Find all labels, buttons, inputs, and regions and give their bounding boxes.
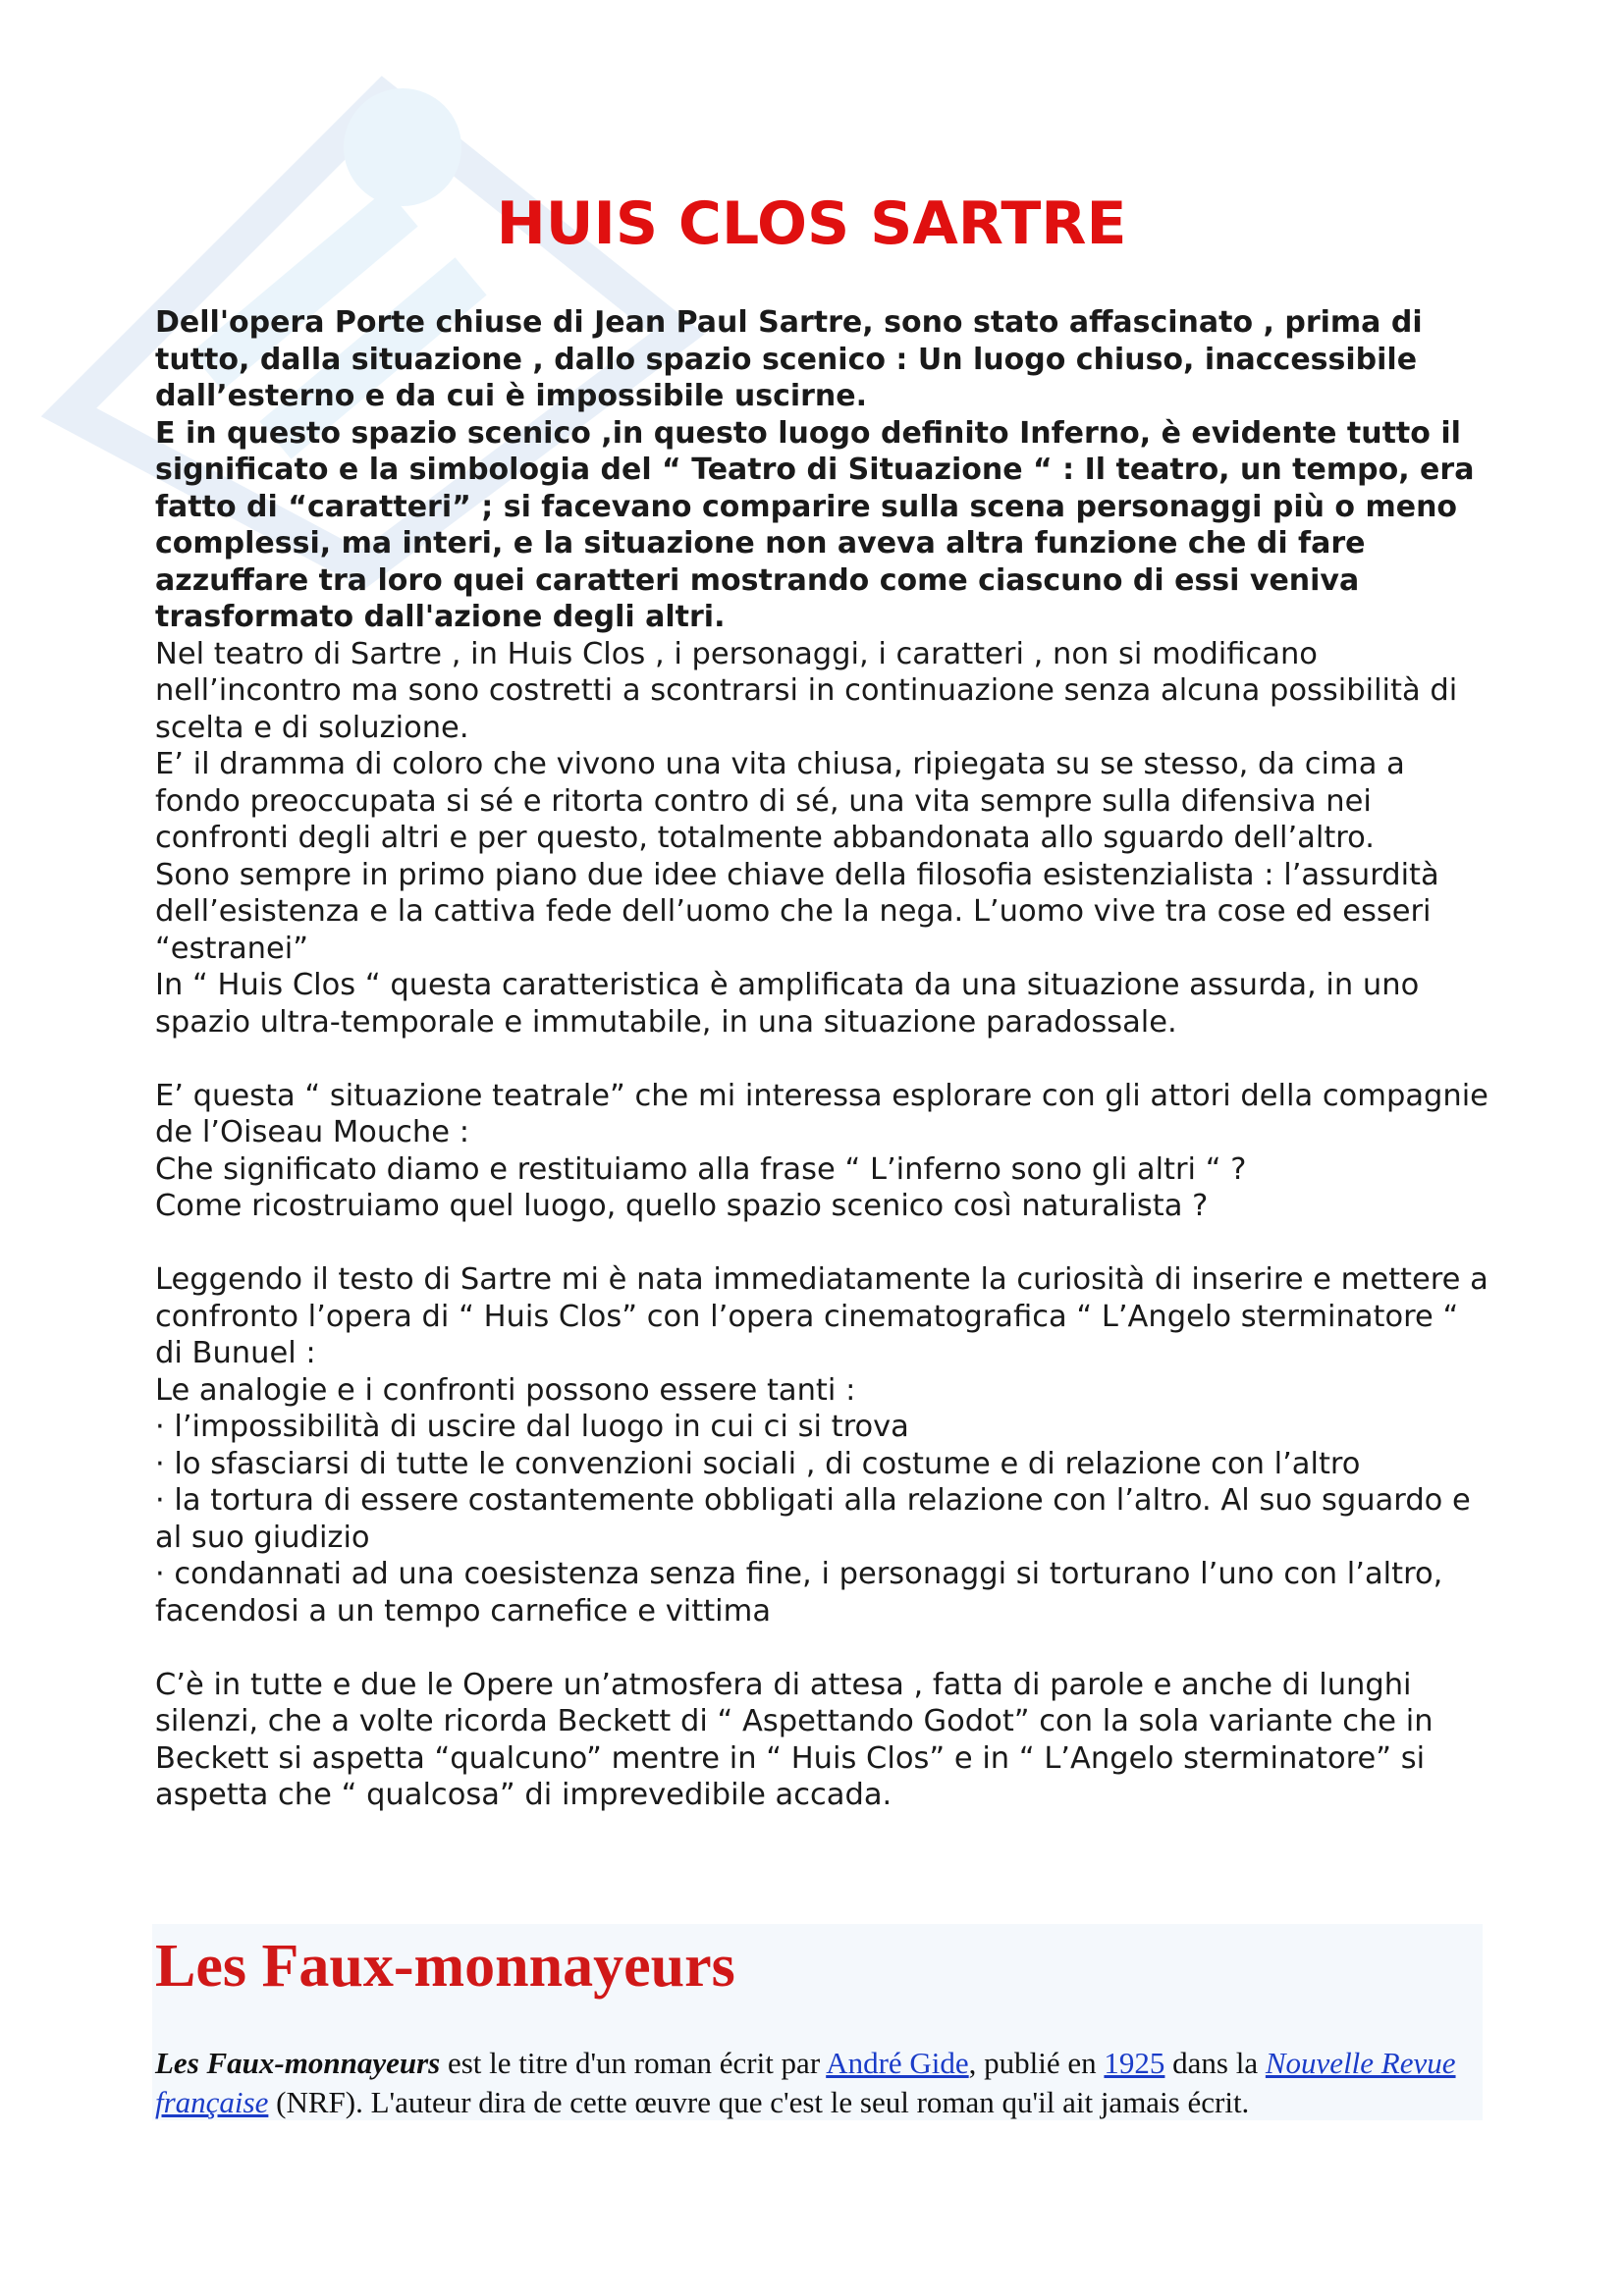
body-paragraph: E’ il dramma di coloro che vivono una vita chiusa, ripiegata su se stesso, da cima a fondo preoccupata si sé e ritorta contro di sé, una vita sempre sulla difensiva nei confronti degli altri e per questo, totalmente abbandonata allo sguardo dell’altro. <box>155 747 1405 855</box>
list-item: · lo sfasciarsi di tutte le convenzioni sociali , di costume e di relazione con l’altro <box>155 1446 1361 1481</box>
list-item: · l’impossibilità di uscire dal luogo in cui ci si trova <box>155 1410 909 1444</box>
list-item: · la tortura di essere costantemente obbligati alla relazione con l’altro. Al suo sguardo e al suo giudizio <box>155 1483 1471 1555</box>
spacer <box>155 1629 1490 1667</box>
text-span: dans la <box>1164 2046 1266 2080</box>
text-span: (NRF). L'auteur dira de cette œuvre que c'est le seul roman qu'il ait jamais écrit. <box>268 2085 1250 2119</box>
link-year[interactable]: 1925 <box>1104 2046 1165 2080</box>
body-paragraph: Le analogie e i confronti possono essere tanti : <box>155 1372 856 1408</box>
spacer <box>155 1041 1490 1078</box>
section-paragraph <box>155 2044 1490 2122</box>
body-paragraph: Leggendo il testo di Sartre mi è nata immediatamente la curiosità di inserire e mettere a confronto l’opera di “ Huis Clos” con l’opera cinematografica “ L’Angelo sterminatore “ di Bunuel : <box>155 1262 1488 1370</box>
section-heading: Les Faux-monnayeurs <box>155 1933 735 2000</box>
body-paragraph: C’è in tutte e due le Opere un’atmosfera di attesa , fatta di parole e anche di lunghi silenzi, che a volte ricorda Beckett di “ Aspettando Godot” con la sola variante che in Beckett si aspetta “qualcuno” mentre in “ Huis Clos” e in “ L’Angelo sterminatore” si aspetta che “ qualcosa” di imprevedibile accada. <box>155 1667 1434 1812</box>
intro-paragraph: E in questo spazio scenico ,in questo luogo definito Inferno, è evidente tutto il significato e la simbologia del “ Teatro di Situazione “ : Il teatro, un tempo, era fatto di “caratteri” ; si facevano comparire sulla scena personaggi più o meno complessi, ma interi, e la situazione non aveva altra funzione che di fare azzuffare tra loro quei caratteri mostrando come ciascuno di essi veniva trasformato dall'azione degli altri. <box>155 415 1475 634</box>
text-span: est le titre d'un roman écrit par <box>440 2046 827 2080</box>
body-paragraph: Sono sempre in primo piano due idee chiave della filosofia esistenzialista : l’assurdità dell’esistenza e la cattiva fede dell’uomo che la nega. L’uomo vive tra cose ed esseri “estranei” <box>155 857 1439 966</box>
body-paragraph: E’ questa “ situazione teatrale” che mi interessa esplorare con gli attori della compagnie de l’Oiseau Mouche : <box>155 1078 1488 1149</box>
text-span: , publié en <box>968 2046 1105 2080</box>
body-paragraph: Nel teatro di Sartre , in Huis Clos , i personaggi, i caratteri , non si modificano nell’incontro ma sono costretti a scontrarsi in continuazione senza alcuna possibilità di scelta e di soluzione. <box>155 636 1458 745</box>
spacer <box>155 1225 1490 1262</box>
link-author[interactable]: André Gide <box>826 2046 969 2080</box>
body-paragraph: Che significato diamo e restituiamo alla frase “ L’inferno sono gli altri “ ? <box>155 1151 1247 1187</box>
page-title: HUIS CLOS SARTRE <box>496 189 1127 258</box>
body-paragraph: In “ Huis Clos “ questa caratteristica è amplificata da una situazione assurda, in uno spazio ultra-temporale e immutabile, in una situazione paradossale. <box>155 968 1420 1040</box>
intro-paragraph: Dell'opera Porte chiuse di Jean Paul Sartre, sono stato affascinato , prima di tutto, dalla situazione , dallo spazio scenico : Un luogo chiuso, inaccessibile dall’esterno e da cui è impossibile uscirne. <box>155 305 1423 413</box>
list-item: · condannati ad una coesistenza senza fine, i personaggi si torturano l’uno con l’altro, facendosi a un tempo carnefice e vittima <box>155 1557 1443 1629</box>
main-text <box>155 304 1490 1814</box>
body-paragraph: Come ricostruiamo quel luogo, quello spazio scenico così naturalista ? <box>155 1189 1209 1223</box>
link-journal-text: Nouvelle Revue française <box>155 2046 1456 2119</box>
book-title: Les Faux-monnayeurs <box>155 2046 441 2080</box>
